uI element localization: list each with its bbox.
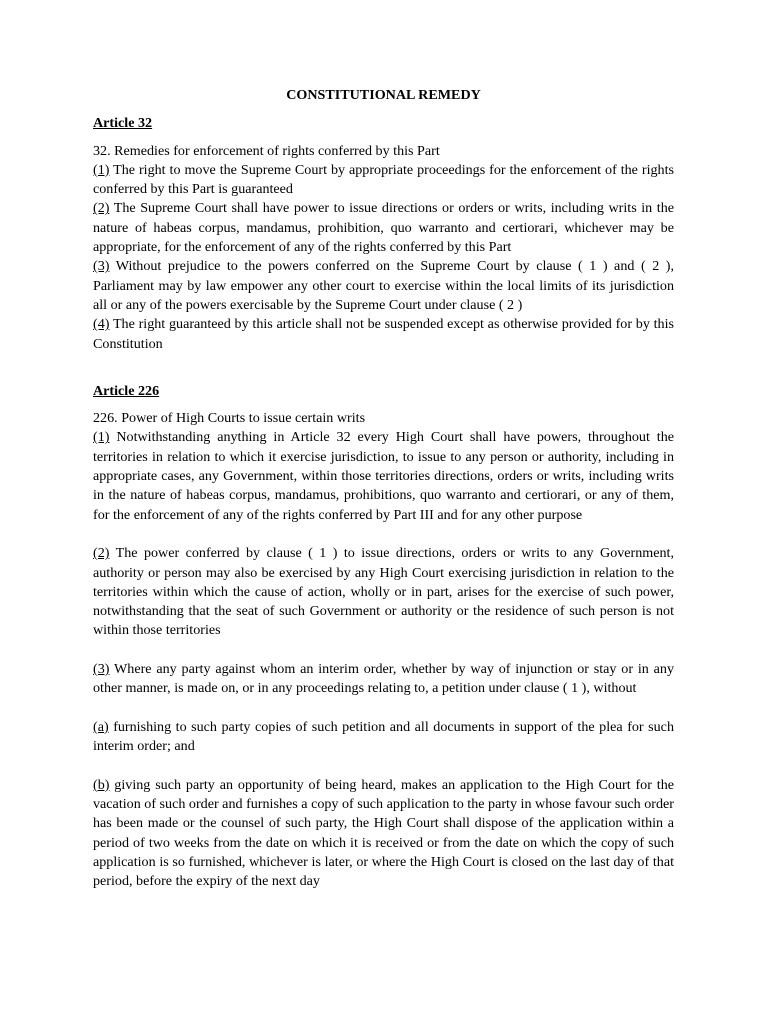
section-spacer <box>93 354 674 382</box>
clause-text: Without prejudice to the powers conferred on the Supreme Court by clause ( 1 ) and ( 2 ), Parliament may by law empower any other court to exercise within the local limits of its jurisdiction all or any of the powers exercisable by the Supreme Court under clause ( 2 ) <box>93 258 674 313</box>
clause-text: furnishing to such party copies of such petition and all documents in support of the plea for such interim order; and <box>93 718 674 755</box>
clause-text: The power conferred by clause ( 1 ) to issue directions, orders or writs to any Government, authority or person may also be exercised by any High Court exercising jurisdiction in relation to the territories within which the cause of action, wholly or in part, arises for the exercise of such power, notwithstanding that the seat of such Government or authority or the residence of such person is not within those territories <box>93 545 674 639</box>
article-226-heading: Article 226 <box>93 382 160 399</box>
article-226-clause <box>93 544 674 640</box>
clause-number: (2) <box>93 545 110 562</box>
article-32-clause <box>93 161 674 200</box>
article-32-clause <box>93 257 674 315</box>
article-226-subclause <box>93 776 674 892</box>
article-32-heading: Article 32 <box>93 115 153 132</box>
article-226-intro: 226. Power of High Courts to issue certain writs <box>93 410 366 427</box>
clause-text: The Supreme Court shall have power to issue directions or orders or writs, including writs in the nature of habeas corpus, mandamus, prohibition, quo warranto and certiorari, whichever may be appropriate, for the enforcement of any of the rights conferred by this Part <box>93 200 674 256</box>
article-32-clause <box>93 315 674 354</box>
article-32-clause <box>93 199 674 257</box>
article-226-subclause <box>93 718 674 757</box>
clause-number: (4) <box>93 316 110 333</box>
clause-number: (3) <box>93 661 110 678</box>
clause-number: (3) <box>93 258 110 275</box>
article-226-clause <box>93 428 674 524</box>
clause-number: (a) <box>93 718 109 735</box>
document-title: CONSTITUTIONAL REMEDY <box>286 87 481 103</box>
clause-number: (2) <box>93 200 110 217</box>
clause-text: giving such party an opportunity of being heard, makes an application to the High Court for the vacation of such order and furnishes a copy of such application to the party in whose favour such order has been made or the counsel of such party, the High Court shall dispose of the application within a period of two weeks from the date on which it is received or from the date on which the copy of such application is so furnished, whichever is later, or where the High Court is closed on the last day of that period, before the expiry of the next day <box>93 776 674 890</box>
clause-number: (b) <box>93 776 110 793</box>
article-32-intro: 32. Remedies for enforcement of rights conferred by this Part <box>93 142 440 159</box>
clause-number: (1) <box>93 161 110 178</box>
clause-text: The right guaranteed by this article shall not be suspended except as otherwise provided for by this Constitution <box>93 316 674 352</box>
clause-text: The right to move the Supreme Court by appropriate proceedings for the enforcement of the rights conferred by this Part is guaranteed <box>93 161 674 198</box>
article-226-clause <box>93 660 674 699</box>
clause-text: Where any party against whom an interim order, whether by way of injunction or stay or in any other manner, is made on, or in any proceedings relating to, a petition under clause ( 1 ), without <box>93 661 674 697</box>
clause-number: (1) <box>93 429 110 446</box>
document-page <box>93 86 674 892</box>
clause-text: Notwithstanding anything in Article 32 every High Court shall have powers, throughout the territories in relation to which it exercise jurisdiction, to issue to any person or authority, including in appropriate cases, any Government, within those territories directions, orders or writs, including writs in the nature of habeas corpus, mandamus, prohibitions, quo warranto and certiorari, or any of them, for the enforcement of any of the rights conferred by Part III and for any other purpose <box>93 429 674 523</box>
